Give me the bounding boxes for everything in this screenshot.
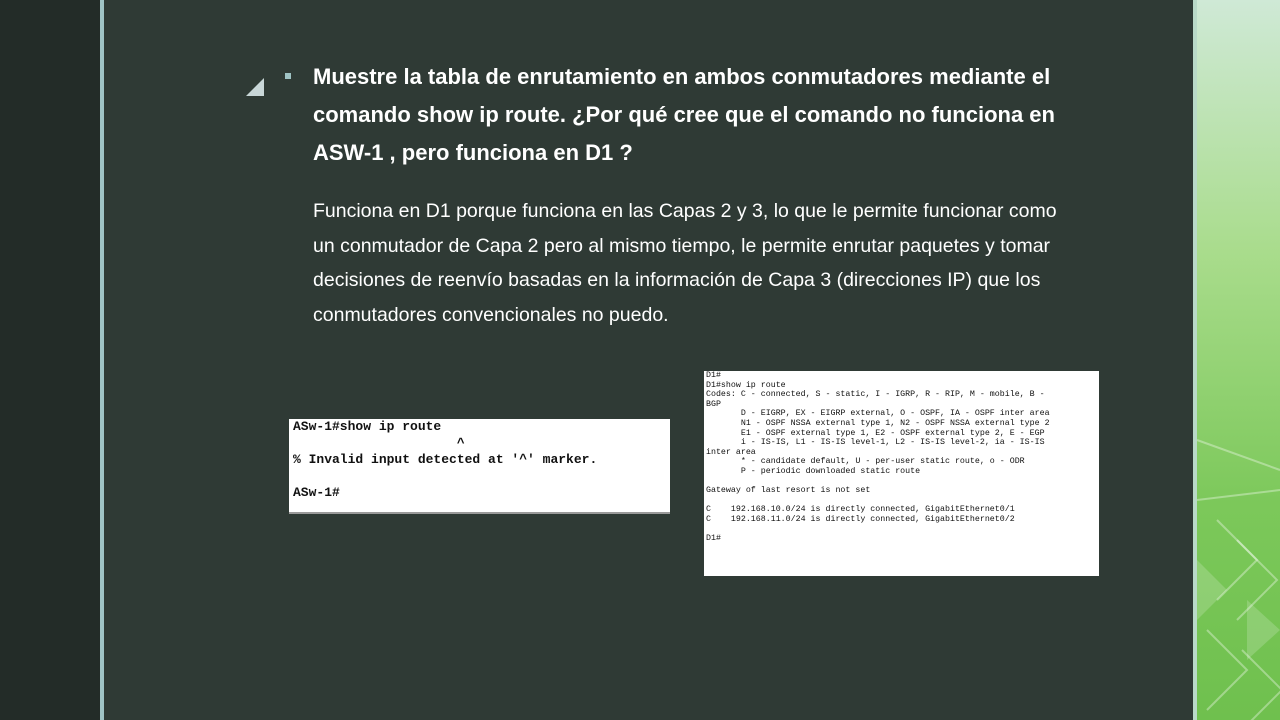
terminal-line: Codes: C - connected, S - static, I - IGRP, R - RIP, M - mobile, B - (706, 390, 1045, 400)
decorative-right-band (1197, 0, 1280, 720)
terminal-line: C 192.168.10.0/24 is directly connected, GigabitEthernet0/1 (706, 505, 1015, 515)
terminal-line: P - periodic downloaded static route (706, 466, 921, 476)
terminal-line: Gateway of last resort is not set (706, 486, 871, 496)
terminal-line: D1# (706, 534, 721, 544)
corner-arrow-icon (246, 78, 264, 96)
terminal-line: % Invalid input detected at '^' marker. (293, 452, 598, 467)
terminal-line: ASw-1# (293, 485, 340, 500)
terminal-line: ASw-1#show ip route (293, 419, 442, 434)
terminal-line: D1# (706, 371, 721, 380)
terminal-line: i - IS-IS, L1 - IS-IS level-1, L2 - IS-IS level-2, ia - IS-IS (706, 438, 1045, 448)
terminal-line: inter area (706, 447, 756, 457)
terminal-line: D1#show ip route (706, 380, 786, 390)
terminal-line: * - candidate default, U - per-user static route, o - ODR (706, 457, 1025, 467)
asw1-terminal-screenshot (289, 419, 670, 514)
terminal-line: BGP (706, 399, 721, 409)
question-text: Muestre la tabla de enrutamiento en ambos conmutadores mediante el comando show ip route. ¿Por qué cree que el comando no funciona en ASW-1 , pero funciona en D1 ? (313, 64, 1055, 165)
terminal-line (704, 496, 1099, 506)
left-band (0, 0, 100, 720)
decorative-chevron-pattern (1197, 0, 1280, 720)
terminal-line: ^ (293, 435, 465, 451)
terminal-line: D - EIGRP, EX - EIGRP external, O - OSPF, IA - OSPF inter area (706, 409, 1050, 419)
terminal-line (704, 477, 1099, 487)
d1-terminal-screenshot (704, 371, 1099, 576)
terminal-line: E1 - OSPF external type 1, E2 - OSPF external type 2, E - EGP (706, 428, 1045, 438)
terminal-line (289, 469, 670, 486)
bullet-icon (285, 73, 291, 79)
terminal-line: C 192.168.11.0/24 is directly connected, GigabitEthernet0/2 (706, 514, 1015, 524)
answer-text: Funciona en D1 porque funciona en las Capas 2 y 3, lo que le permite funcionar como un conmutador de Capa 2 pero al mismo tiempo, le permite enrutar paquetes y tomar decisiones de reenvío basadas en la información de Capa 3 (direcciones IP) que los conmutadores convencionales no puedo. (313, 200, 1057, 326)
terminal-line (704, 525, 1099, 535)
terminal-line: N1 - OSPF NSSA external type 1, N2 - OSPF NSSA external type 2 (706, 418, 1050, 428)
